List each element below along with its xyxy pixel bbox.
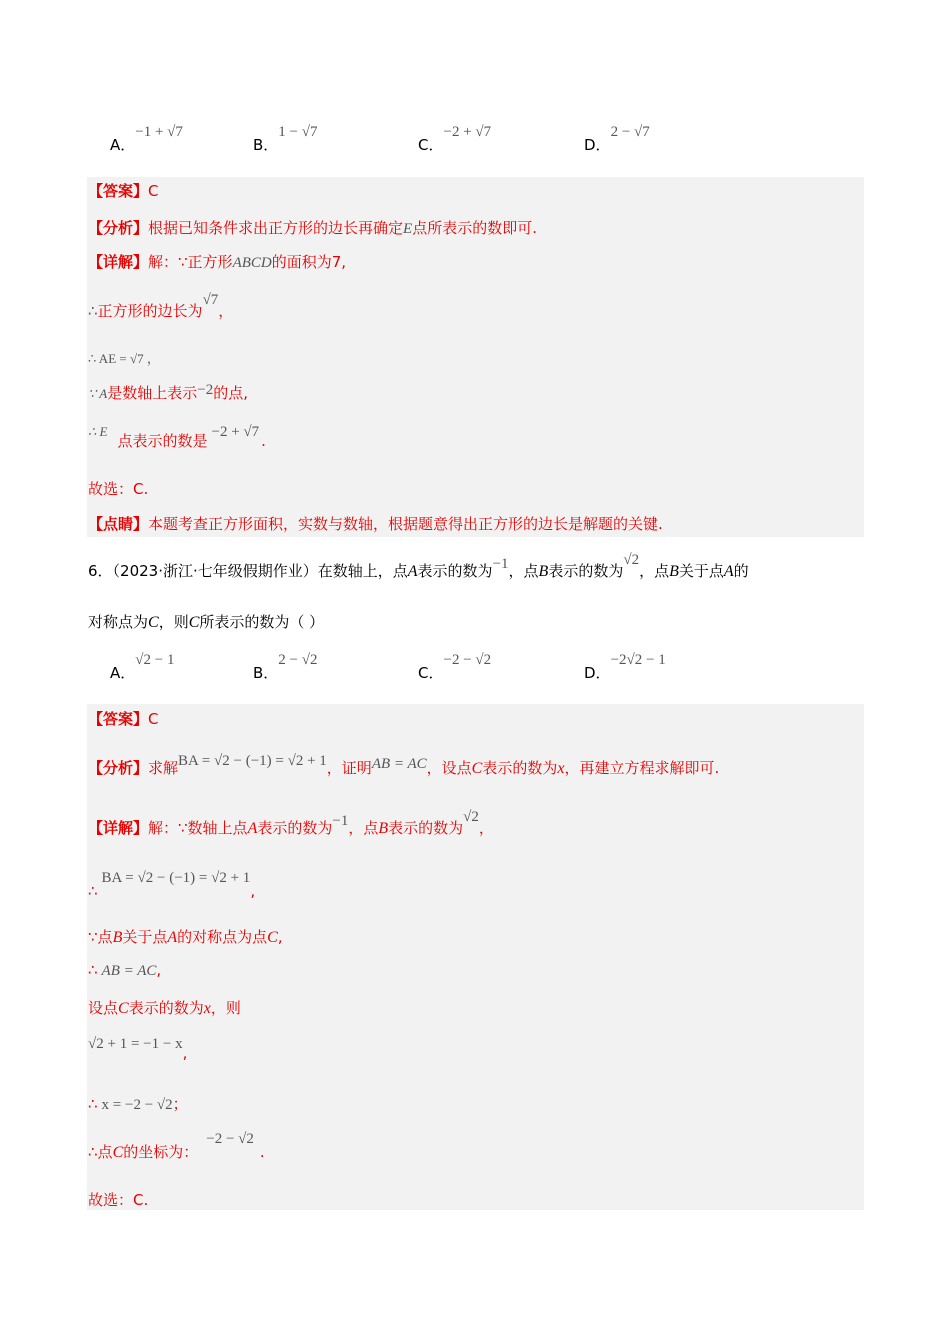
q6-option-d: D．−2√2 − 1 <box>584 652 666 682</box>
q5-analysis: 【分析】根据已知条件求出正方形的边长再确定E点所表示的数即可. <box>88 219 537 237</box>
q6-detail-line4: ∴ AB = AC, <box>88 961 162 979</box>
q5-option-a: A．−1 + √7 <box>110 124 183 154</box>
q5-option-a-expr: −1 + √7 <box>135 124 183 140</box>
q5-option-b: B．1 − √7 <box>253 124 318 154</box>
q6-detail-line1: 【详解】解：∵数轴上点A表示的数为−1，点B表示的数为√2， <box>88 809 494 837</box>
q6-option-a-expr: √2 − 1 <box>135 652 175 668</box>
q5-detail-line3: ∴ AE = √7 ， <box>88 351 160 366</box>
q6-analysis: 【分析】求解BA = √2 − (−1) = √2 + 1，证明AB = AC，设点C表示的数为x，再建立方程求解即可. <box>88 753 720 777</box>
q5-detail-line2: ∴正方形的边长为√7， <box>88 292 234 320</box>
q6-option-d-expr: −2√2 − 1 <box>610 652 666 668</box>
q5-point: 【点睛】本题考查正方形面积，实数与数轴，根据题意得出正方形的边长是解题的关键. <box>88 515 663 533</box>
q5-detail-line1: 【详解】解：∵正方形ABCD的面积为7, <box>88 253 347 271</box>
q6-detail-line5: 设点C表示的数为x，则 <box>88 999 241 1017</box>
q6-stem-line2: 对称点为C，则C所表示的数为（ ） <box>88 613 325 631</box>
q6-option-b: B．2 − √2 <box>253 652 318 682</box>
q6-option-a: A．√2 − 1 <box>110 652 175 682</box>
q5-option-d-expr: 2 − √7 <box>610 124 650 140</box>
q5-option-c: C．−2 + √7 <box>418 124 492 154</box>
q5-option-d: D．2 − √7 <box>584 124 650 154</box>
q6-option-c-expr: −2 − √2 <box>443 652 492 668</box>
q6-stem-line1: 6．（2023·浙江·七年级假期作业）在数轴上，点A表示的数为−1，点B表示的数为√2，点B关于点A的 <box>88 552 749 580</box>
q6-detail-line8: ∴点C的坐标为：−2 − √2. <box>88 1131 265 1161</box>
q5-detail-line4: ∵ A是数轴上表示−2的点, <box>88 382 248 402</box>
q5-option-b-expr: 1 − √7 <box>278 124 318 140</box>
q6-choose: 故选：C. <box>88 1191 149 1209</box>
q6-detail-line3: ∵点B关于点A的对称点为点C, <box>88 928 283 946</box>
q6-option-c: C．−2 − √2 <box>418 652 492 682</box>
q6-detail-line6: √2 + 1 = −1 − x, <box>88 1036 188 1062</box>
q5-answer: 【答案】C <box>88 182 159 200</box>
q5-option-c-expr: −2 + √7 <box>443 124 492 140</box>
q6-option-b-expr: 2 − √2 <box>278 652 318 668</box>
q5-detail-line5: ∴ E点表示的数是 −2 + √7 . <box>88 424 266 450</box>
q6-detail-line2: ∴BA = √2 − (−1) = √2 + 1, <box>88 870 256 900</box>
q6-answer: 【答案】C <box>88 710 159 728</box>
q5-choose: 故选：C. <box>88 480 149 498</box>
q6-detail-line7: ∴ x = −2 − √2； <box>88 1095 188 1113</box>
